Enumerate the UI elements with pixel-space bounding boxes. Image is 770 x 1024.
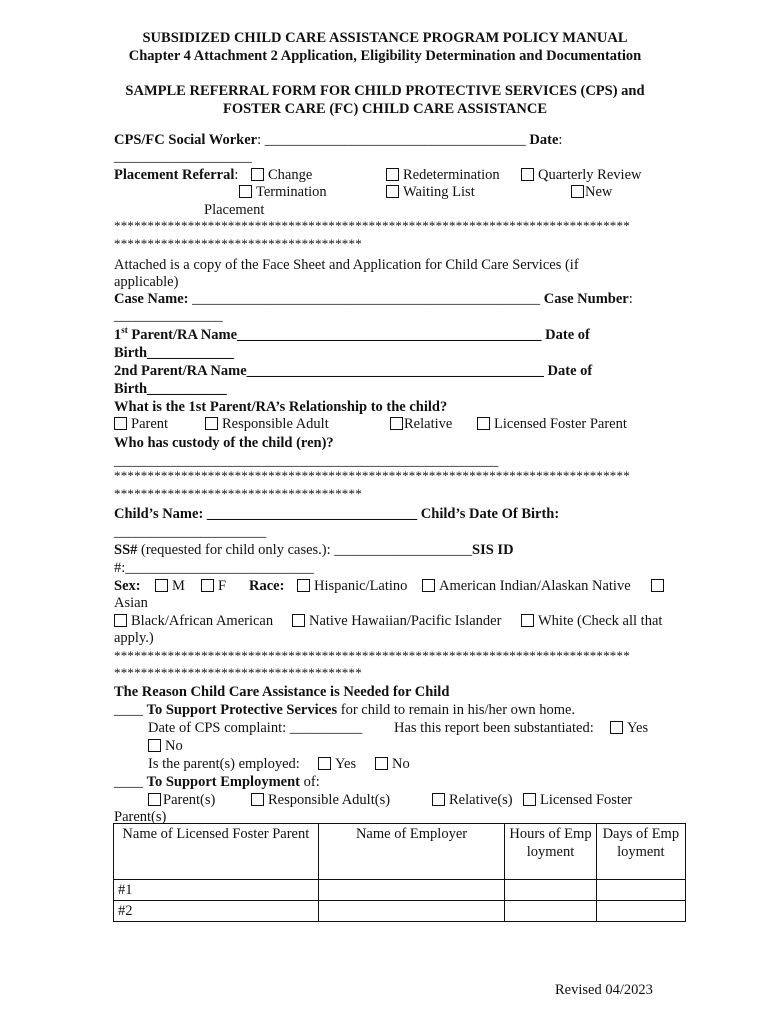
relative-label: Relative [404, 416, 453, 432]
manual-title: SUBSIDIZED CHILD CARE ASSISTANCE PROGRAM POLICY MANUAL [142, 30, 628, 46]
child-dob-field[interactable]: _____________________ [114, 524, 267, 540]
substantiated-label: Has this report been substantiated: [394, 720, 594, 736]
placement-referral-label [114, 166, 238, 184]
waiting-list-label: Waiting List [403, 184, 475, 200]
checkbox-icon [251, 168, 264, 181]
table-header-row [114, 824, 686, 880]
table-cell[interactable] [505, 901, 596, 922]
star-divider: ************************************* [114, 236, 362, 251]
checkbox-icon [521, 614, 534, 627]
cps-complaint-field[interactable]: Date of CPS complaint: __________ [148, 720, 363, 736]
parent1-birth-field[interactable]: ____________ [147, 345, 235, 361]
checkbox-sex-m[interactable] [155, 577, 185, 595]
sex-m-label: M [172, 578, 185, 594]
checkbox-pacific-islander[interactable] [292, 612, 501, 630]
checkbox-icon [610, 721, 623, 734]
no-label: No [392, 756, 410, 772]
checkbox-change[interactable] [251, 166, 312, 184]
checkbox-icon [651, 579, 664, 592]
checkbox-termination[interactable] [239, 183, 327, 201]
custody-question: Who has custody of the child (ren)? [114, 435, 334, 451]
checkbox-icon [386, 185, 399, 198]
termination-label: Termination [256, 184, 327, 200]
checkbox-icon [477, 417, 490, 430]
protective-services-blank[interactable]: ____ [114, 702, 143, 718]
parent1-sup: st [121, 325, 128, 336]
checkbox-parent[interactable] [114, 415, 168, 433]
checkbox-substantiated-yes[interactable] [610, 719, 648, 737]
checkbox-responsible-adult[interactable] [205, 415, 329, 433]
checkbox-waiting-list[interactable] [386, 183, 475, 201]
form-title-line1: SAMPLE REFERRAL FORM FOR CHILD PROTECTIVE SERVICES (CPS) and [125, 83, 645, 99]
header-foster-parent: Name of Licensed Foster Parent [114, 824, 319, 880]
checkbox-substantiated-no[interactable] [148, 737, 183, 755]
employment-row [114, 773, 320, 791]
apply-text: apply.) [114, 630, 154, 646]
parent1-birth-row [114, 344, 234, 362]
checkbox-redetermination[interactable] [386, 166, 500, 184]
ss-field[interactable]: (requested for child only cases.): ___________________ [137, 542, 473, 558]
checkbox-sex-f[interactable] [201, 577, 226, 595]
child-dob-label: __ Child’s Date Of Birth: [402, 506, 560, 522]
race-label: Race: [249, 578, 285, 594]
checkbox-icon [251, 793, 264, 806]
employment-of: of: [300, 774, 320, 790]
parent2-row [114, 362, 592, 380]
checkbox-icon [148, 793, 161, 806]
change-label: Change [268, 167, 313, 183]
header-days: Days of Employment [596, 824, 685, 880]
emp-foster-cont: Parent(s) [114, 809, 167, 825]
employed-label: Is the parent(s) employed: [148, 756, 300, 772]
table-row [114, 880, 686, 901]
child-name-field[interactable]: ___________________________ [203, 506, 403, 522]
chapter-title: Chapter 4 Attachment 2 Application, Eligibility Determination and Documentation [128, 48, 642, 64]
row-label[interactable]: #2 [114, 901, 319, 922]
table-cell[interactable] [318, 901, 505, 922]
sex-label: Sex: [114, 578, 141, 594]
child-name-row [114, 505, 559, 523]
checkbox-relative[interactable] [390, 415, 452, 433]
date-colon: : [558, 132, 563, 148]
asian-label: Asian [114, 595, 148, 611]
checkbox-icon [114, 614, 127, 627]
emp-responsible-label: Responsible Adult(s) [268, 792, 391, 808]
attached-line2: applicable) [114, 274, 179, 290]
protective-services-label: To Support Protective Services [146, 702, 338, 718]
checkbox-icon [422, 579, 435, 592]
emp-relatives-label: Relative(s) [449, 792, 513, 808]
employment-table [113, 823, 686, 922]
case-name-row [114, 290, 633, 308]
hispanic-label: Hispanic/Latino [314, 578, 408, 594]
emp-foster-label: Licensed Foster [540, 792, 633, 808]
table-cell[interactable] [596, 880, 685, 901]
parent1-prefix: 1 [114, 327, 122, 343]
parent2-birth-field[interactable]: ___________ [147, 381, 227, 397]
yes-label: Yes [335, 756, 357, 772]
case-name-field[interactable]: ________________________________________________ [192, 291, 541, 307]
sis-field[interactable]: #:__________________________ [114, 560, 314, 576]
row-label[interactable]: #1 [114, 880, 319, 901]
checkbox-american-indian[interactable] [422, 577, 631, 595]
social-worker-field[interactable]: : ____________________________________ [257, 132, 526, 148]
checkbox-black[interactable] [114, 612, 273, 630]
placement-word: Placement [204, 202, 265, 218]
employment-label: To Support Employment [146, 774, 300, 790]
case-number-field[interactable]: _______________ [114, 308, 223, 324]
checkbox-icon [297, 579, 310, 592]
checkbox-icon [201, 579, 214, 592]
parent2-birth-row [114, 380, 227, 398]
checkbox-quarterly-review[interactable] [521, 166, 641, 184]
checkbox-emp-relatives[interactable] [432, 791, 513, 809]
reason-heading: The Reason Child Care Assistance is Needed for Child [114, 684, 450, 700]
checkbox-icon [390, 417, 403, 430]
white-label: White (Check all that [538, 613, 663, 629]
protective-services-text: for child to remain in his/her own home. [337, 702, 576, 718]
checkbox-emp-foster[interactable] [523, 791, 632, 809]
checkbox-white[interactable] [521, 612, 662, 630]
emp-parents-label: Parent(s) [163, 792, 216, 808]
yes-label: Yes [627, 720, 649, 736]
checkbox-asian[interactable] [651, 577, 668, 595]
table-row [114, 901, 686, 922]
checkbox-icon [148, 739, 161, 752]
star-divider: ***************************************************************************** [114, 218, 630, 233]
protective-services-row [114, 701, 575, 719]
employment-blank[interactable]: ____ [114, 774, 143, 790]
star-divider: ************************************* [114, 486, 362, 501]
checkbox-new[interactable] [571, 183, 612, 201]
header-hours: Hours of Employment [505, 824, 596, 880]
placement-label-text: Placement Referral [114, 167, 235, 183]
table-cell[interactable] [318, 880, 505, 901]
star-divider: ************************************* [114, 665, 362, 680]
sex-f-label: F [218, 578, 227, 594]
revised-date: Revised 04/2023 [555, 982, 653, 998]
checkbox-icon [205, 417, 218, 430]
checkbox-licensed-foster-parent[interactable] [477, 415, 627, 433]
birth-label: Birth [114, 381, 148, 397]
star-divider: ***************************************************************************** [114, 468, 630, 483]
parent-option-label: Parent [131, 416, 169, 432]
ss-row [114, 541, 514, 559]
attached-line1: Attached is a copy of the Face Sheet and Application for Child Care Services (if [114, 257, 579, 273]
checkbox-icon [292, 614, 305, 627]
checkbox-emp-responsible[interactable] [251, 791, 390, 809]
parent1-name-field[interactable]: __________________________________________ [237, 327, 542, 343]
parent1-row [114, 326, 590, 344]
child-name-label: Child’s Name: [114, 506, 204, 522]
checkbox-icon [155, 579, 168, 592]
checkbox-employed-yes[interactable] [318, 755, 356, 773]
checkbox-icon [375, 757, 388, 770]
parent2-name-field[interactable]: _________________________________________ [246, 363, 544, 379]
social-worker-row [114, 131, 562, 149]
ss-label: SS# [114, 542, 138, 558]
parent1-dob-label: Date of [545, 327, 590, 343]
case-number-label: Case Number [543, 291, 629, 307]
birth-label: Birth [114, 345, 148, 361]
parent1-label: Parent/RA Name [127, 327, 238, 343]
redetermination-label: Redetermination [403, 167, 500, 183]
checkbox-employed-no[interactable] [375, 755, 410, 773]
table-cell[interactable] [596, 901, 685, 922]
relationship-question: What is the 1st Parent/RA’s Relationship to the child? [114, 399, 448, 415]
responsible-adult-label: Responsible Adult [222, 416, 329, 432]
checkbox-icon [239, 185, 252, 198]
checkbox-icon [571, 185, 584, 198]
checkbox-emp-parents[interactable] [148, 791, 215, 809]
pacific-islander-label: Native Hawaiian/Pacific Islander [309, 613, 502, 629]
new-label: New [585, 184, 613, 200]
licensed-foster-parent-label: Licensed Foster Parent [494, 416, 627, 432]
social-worker-label: CPS/FC Social Worker [114, 132, 258, 148]
checkbox-icon [318, 757, 331, 770]
checkbox-icon [386, 168, 399, 181]
no-label: No [165, 738, 183, 754]
table-cell[interactable] [505, 880, 596, 901]
sis-label: SIS ID [472, 542, 514, 558]
quarterly-review-label: Quarterly Review [538, 167, 642, 183]
parent2-dob-label: Date of [547, 363, 593, 379]
case-number-colon: : [628, 291, 633, 307]
checkbox-icon [523, 793, 536, 806]
date-label: Date [529, 132, 559, 148]
case-name-label: Case Name: [114, 291, 189, 307]
custody-field[interactable]: _____________________________________________________ [114, 453, 499, 469]
date-field[interactable]: ___________________ [114, 149, 252, 165]
checkbox-icon [521, 168, 534, 181]
checkbox-icon [114, 417, 127, 430]
checkbox-icon [432, 793, 445, 806]
parent2-label: 2nd Parent/RA Name [114, 363, 247, 379]
american-indian-label: American Indian/Alaskan Native [439, 578, 631, 594]
header-employer: Name of Employer [318, 824, 505, 880]
placement-colon: : [234, 167, 239, 183]
form-title-line2: FOSTER CARE (FC) CHILD CARE ASSISTANCE [222, 101, 548, 117]
checkbox-hispanic[interactable] [297, 577, 407, 595]
star-divider: ***************************************************************************** [114, 648, 630, 663]
black-label: Black/African American [131, 613, 274, 629]
